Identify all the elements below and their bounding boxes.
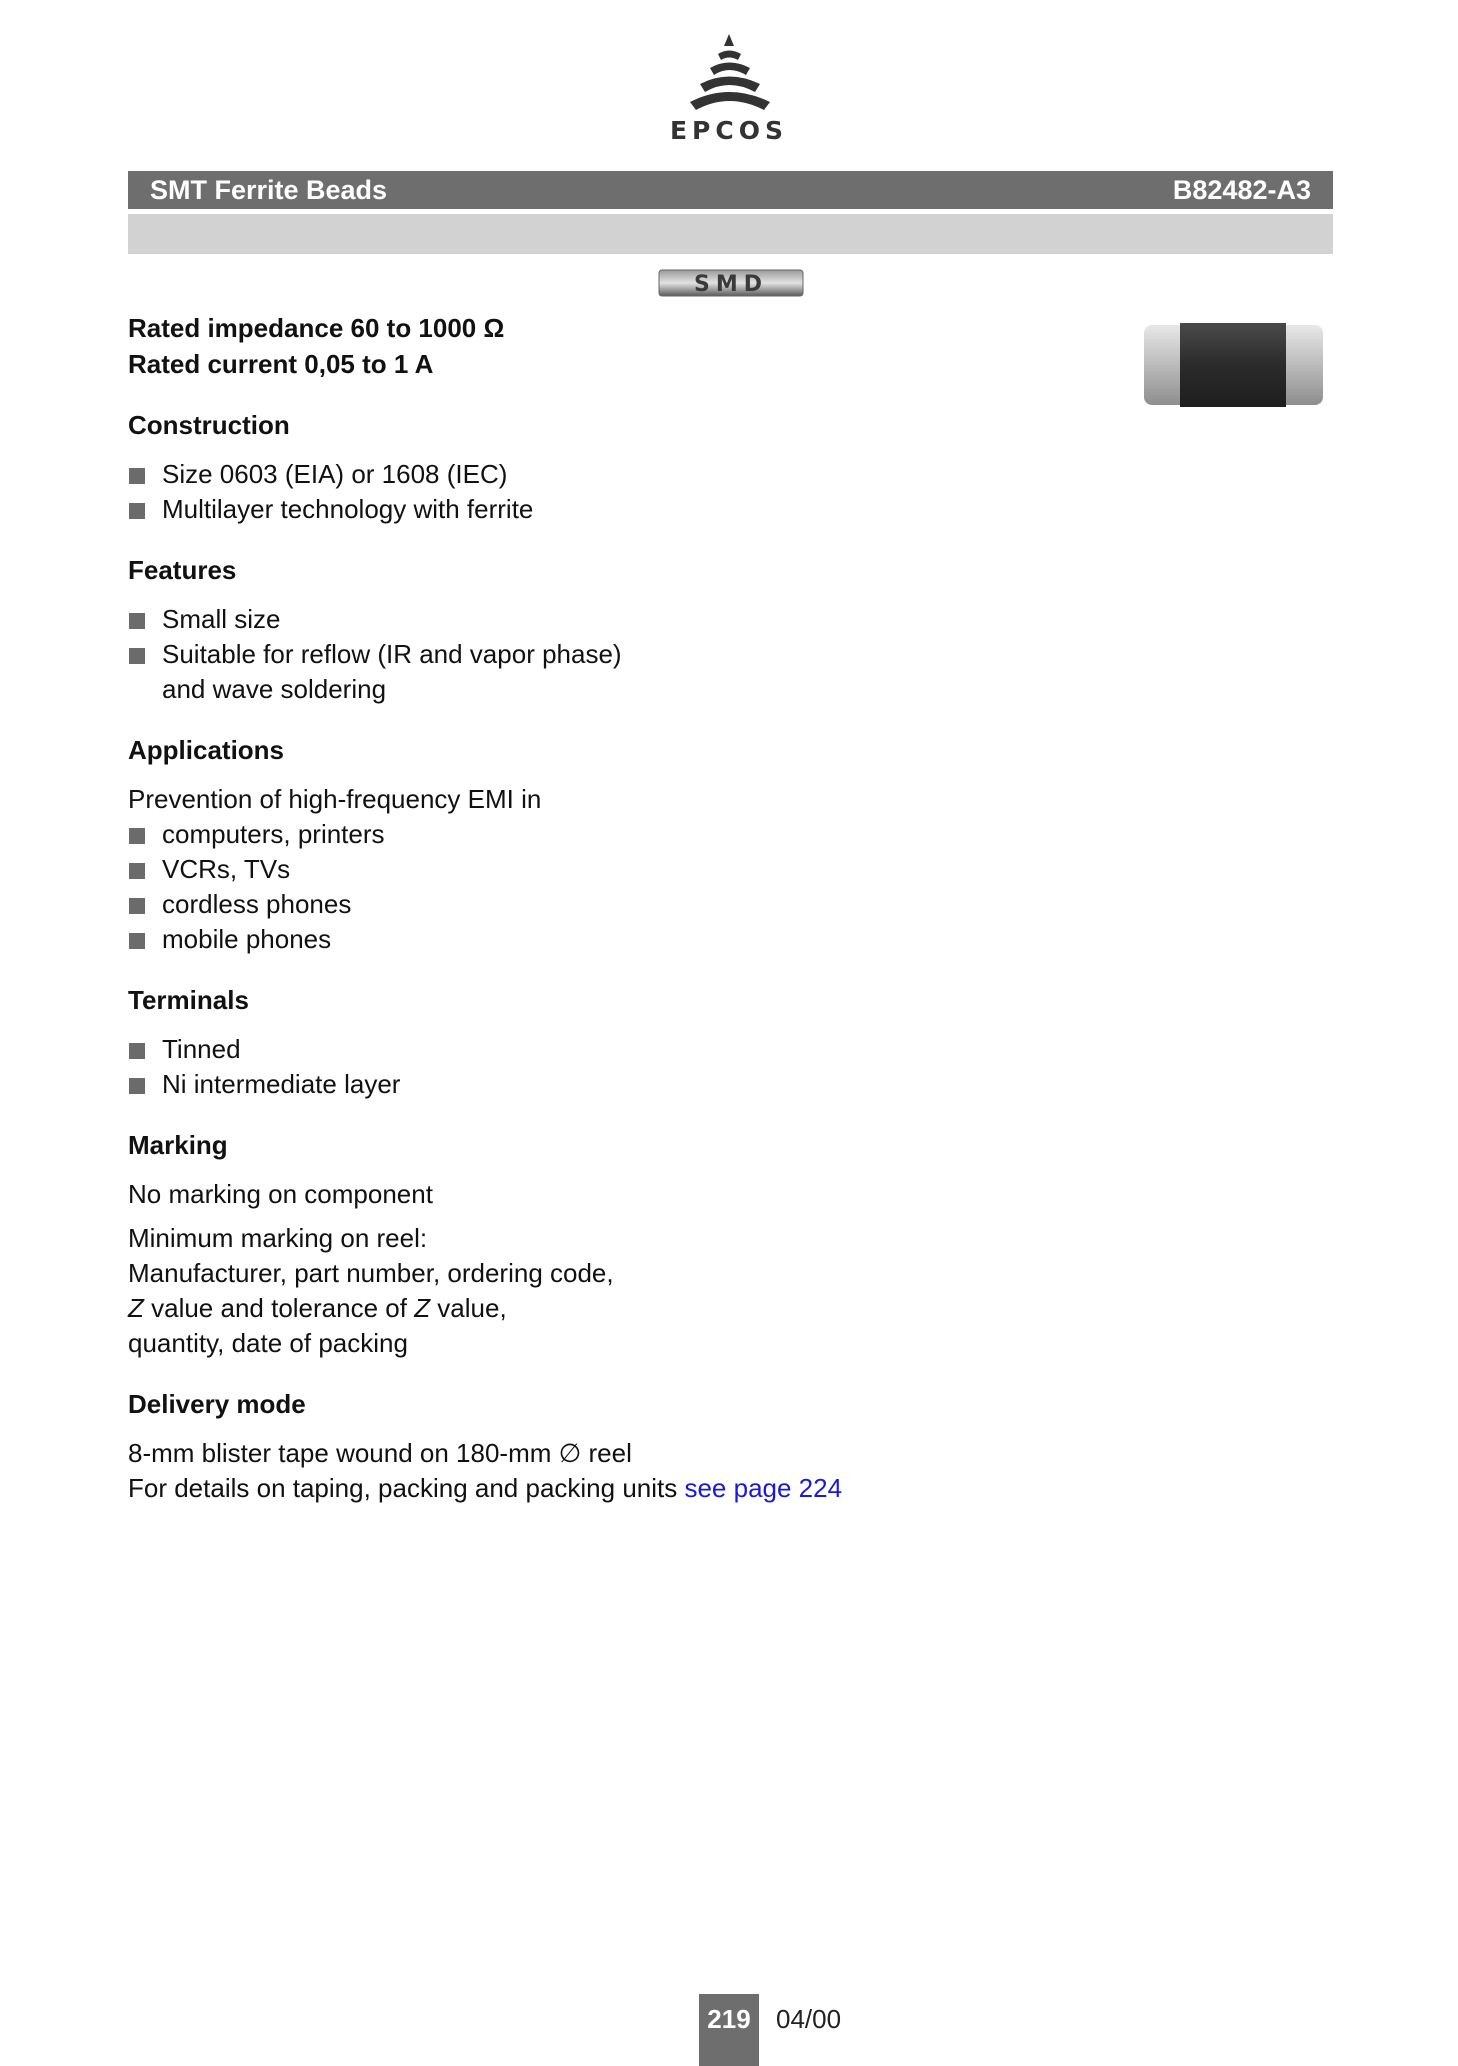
marking-quantity-line: quantity, date of packing <box>128 1328 408 1358</box>
part-number: B82482-A3 <box>1172 174 1311 205</box>
delivery-heading: Delivery mode <box>128 1389 306 1419</box>
rated-impedance: Rated impedance 60 to 1000 Ω <box>128 313 505 343</box>
list-item: VCRs, TVs <box>128 852 1228 887</box>
bullet-icon <box>129 863 145 879</box>
epcos-triangle-icon <box>678 32 780 117</box>
bullet-icon <box>129 613 145 629</box>
bullet-icon <box>129 468 145 484</box>
marking-z-line: Z value and tolerance of Z value, <box>128 1293 507 1323</box>
marking-heading: Marking <box>128 1130 228 1160</box>
applications-heading: Applications <box>128 735 285 765</box>
list-item: Ni intermediate layer <box>128 1067 1228 1102</box>
epcos-logo <box>0 32 1458 147</box>
terminals-list <box>128 1032 1228 1102</box>
title-bar <box>128 171 1333 209</box>
bullet-icon <box>129 503 145 519</box>
bullet-icon <box>129 828 145 844</box>
features-list <box>128 602 1228 707</box>
sub-bar <box>128 214 1333 254</box>
page-number: 219 <box>699 1994 759 2066</box>
delivery-details: For details on taping, packing and packing units see page 224 <box>128 1473 843 1503</box>
list-item: Size 0603 (EIA) or 1608 (IEC) <box>128 457 1228 492</box>
see-page-link[interactable]: see page 224 <box>684 1473 843 1503</box>
rated-current: Rated current 0,05 to 1 A <box>128 349 434 379</box>
list-item: mobile phones <box>128 922 1228 957</box>
smd-badge <box>658 268 804 298</box>
marking-component: No marking on component <box>128 1179 433 1209</box>
construction-list <box>128 457 1228 527</box>
bullet-icon <box>129 933 145 949</box>
applications-list <box>128 817 1228 957</box>
smd-label: SMD <box>694 272 768 297</box>
list-item: Small size <box>128 602 1228 637</box>
product-title: SMT Ferrite Beads <box>150 174 388 205</box>
bullet-icon <box>129 1043 145 1059</box>
bullet-icon <box>129 648 145 664</box>
bullet-icon <box>129 898 145 914</box>
applications-intro: Prevention of high-frequency EMI in <box>128 784 542 814</box>
list-item: cordless phones <box>128 887 1228 922</box>
brand-name: EPCOS <box>669 116 788 145</box>
construction-heading: Construction <box>128 410 290 440</box>
marking-reel-title: Minimum marking on reel: <box>128 1223 428 1253</box>
terminals-heading: Terminals <box>128 985 249 1015</box>
list-item: computers, printers <box>128 817 1228 852</box>
features-heading: Features <box>128 555 237 585</box>
bullet-icon <box>129 1078 145 1094</box>
issue-date: 04/00 <box>776 2004 842 2034</box>
marking-reel-line: Manufacturer, part number, ordering code, <box>128 1258 614 1288</box>
list-item-continuation: and wave soldering <box>162 674 387 704</box>
delivery-tape: 8-mm blister tape wound on 180-mm ∅ reel <box>128 1438 632 1468</box>
list-item: Tinned <box>128 1032 1228 1067</box>
list-item: Multilayer technology with ferrite <box>128 492 1228 527</box>
list-item: Suitable for reflow (IR and vapor phase) <box>128 637 1228 672</box>
main-content <box>128 310 1228 1506</box>
